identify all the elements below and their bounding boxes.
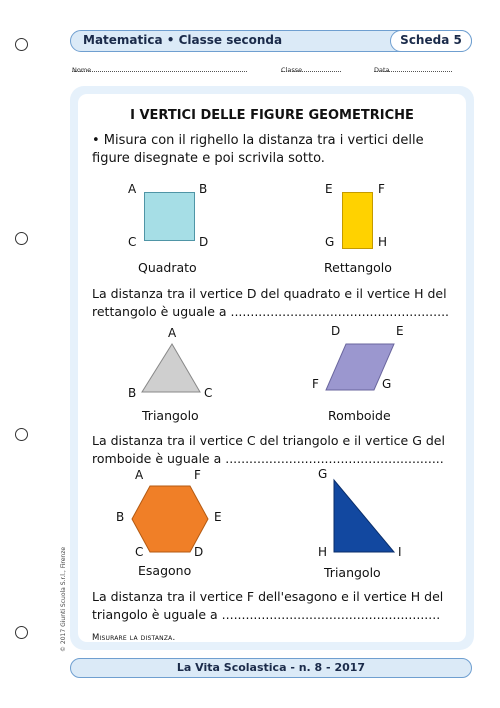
hexagon-vertex-f: F (194, 468, 201, 482)
sheet-number: Scheda 5 (390, 30, 472, 52)
rhomboid-vertex-d: D (331, 324, 341, 338)
right-triangle-name: Triangolo (324, 565, 381, 580)
data-field[interactable] (374, 66, 452, 72)
hexagon-name: Esagono (138, 563, 192, 578)
square-vertex-a: A (128, 182, 137, 196)
square-vertex-c: C (128, 235, 137, 249)
right-triangle-vertex-h: H (318, 545, 328, 559)
header-bar (70, 30, 472, 52)
binder-hole-upper (15, 232, 28, 245)
student-fields (72, 66, 472, 78)
question-1: La distanza tra il vertice D del quadrato e il vertice H del rettangolo è uguale a ....................................................... (92, 286, 450, 319)
nome-label: Nome (72, 66, 92, 74)
worksheet-frame (70, 86, 474, 650)
square-shape (144, 192, 195, 241)
page-title: I VERTICI DELLE FIGURE GEOMETRICHE (130, 108, 414, 123)
nome-field[interactable] (72, 66, 247, 72)
triangle-vertex-b: B (128, 386, 137, 400)
rectangle-vertex-h: H (378, 235, 388, 249)
rhomboid-vertex-f: F (312, 377, 319, 391)
binder-hole-bottom (15, 626, 28, 639)
hexagon-vertex-e: E (214, 510, 222, 524)
hexagon-vertex-d: D (194, 545, 204, 559)
worksheet-body (78, 94, 466, 642)
subject-label: Matematica • Classe seconda (83, 33, 283, 47)
rhomboid-vertex-g: G (382, 377, 392, 391)
triangle-shape (138, 342, 204, 396)
copyright-note: © 2017 Giunti Scuola S.r.l., Firenze (60, 546, 67, 652)
classe-label: Classe (281, 66, 303, 74)
question-3: La distanza tra il vertice F dell'esagono e il vertice H del triangolo è uguale a ....................................................... (92, 589, 444, 622)
binder-hole-lower (15, 428, 28, 441)
hexagon-shape (130, 484, 210, 554)
square-vertex-b: B (199, 182, 208, 196)
rhomboid-vertex-e: E (396, 324, 404, 338)
footnote: Misurare la distanza. (92, 633, 176, 643)
right-triangle-vertex-g: G (318, 467, 328, 481)
rectangle-vertex-g: G (325, 235, 335, 249)
instruction-text: • Misura con il righello la distanza tra i vertici delle figure disegnate e poi scrivila sotto. (92, 133, 424, 166)
hexagon-vertex-a: A (135, 468, 144, 482)
square-name: Quadrato (138, 260, 197, 275)
right-triangle-shape (330, 478, 396, 554)
binder-hole-top (15, 38, 28, 51)
right-triangle-vertex-i: I (398, 545, 402, 559)
rectangle-vertex-e: E (325, 182, 333, 196)
rhomboid-name: Romboide (328, 408, 391, 423)
hexagon-vertex-c: C (135, 545, 144, 559)
data-label: Data (374, 66, 390, 74)
triangle-vertex-c: C (204, 386, 213, 400)
hexagon-vertex-b: B (116, 510, 125, 524)
rectangle-vertex-f: F (378, 182, 385, 196)
classe-field[interactable] (281, 66, 341, 72)
square-vertex-d: D (199, 235, 209, 249)
rectangle-shape (342, 192, 373, 249)
triangle-name: Triangolo (142, 408, 199, 423)
footer-bar: La Vita Scolastica - n. 8 - 2017 (70, 658, 472, 678)
triangle-vertex-a: A (168, 326, 177, 340)
question-2: La distanza tra il vertice C del triangolo e il vertice G del romboide è uguale a ....................................................... (92, 433, 445, 466)
rectangle-name: Rettangolo (324, 260, 392, 275)
